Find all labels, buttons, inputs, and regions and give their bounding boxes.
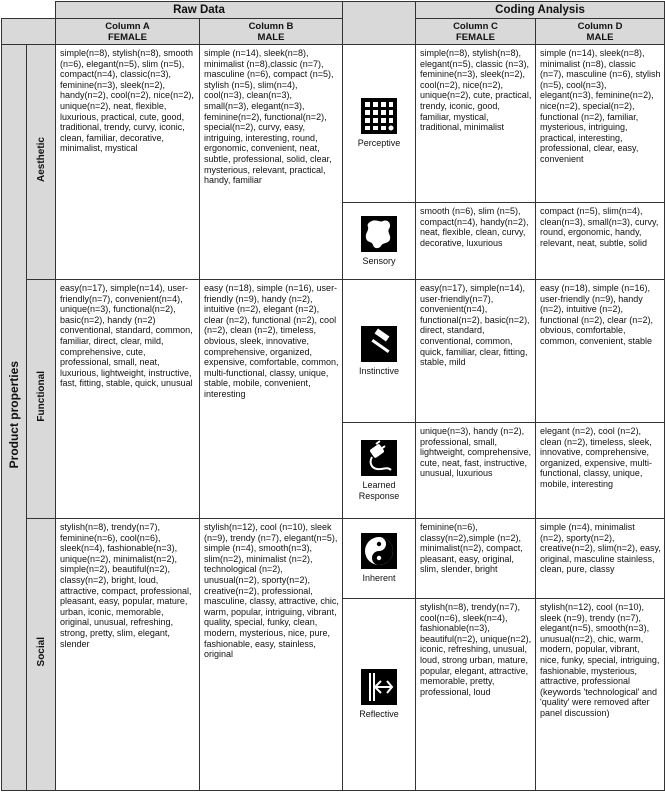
inherent-col-c: feminine(n=6), classy(n=2),simple (n=2), minimalist(n=2), compact, pleasant, easy, original, slim, slender, bright [416,519,536,599]
col-d-title: Column D [577,20,623,32]
aesthetic-col-a: simple(n=8), stylish(n=8), smooth (n=6), elegant(n=5), slim (n=5), compact(n=4), classic(n=3), feminine(n=3), sleek(n=2), handy(n=2), cool(n=2), nice(n=2), unique(n=2), neat, flexible, luxurious, practical, cute, good, traditional, trendy, curvy, iconic, clean, familiar, decorative, minimalist, mystical [56,45,200,280]
instinctive-label: Instinctive [358,365,400,376]
perceptive-label: Perceptive [357,138,401,148]
functional-col-b: easy (n=18), simple (n=16), user-friendly (n=9), handy (n=2), intuitive (n=2), elegant (n=2), clear (n=2), functional (n=2), cool (n=2), clean (n=2), timeless, obvious, sleek, innovative, comprehensive, organized, expensive, comfortable, common, multi-functional, classy, unique, stable, mobile, convenient, interesting [200,280,343,519]
reflective-icon-cell [343,599,416,791]
social-label-cell [27,519,56,791]
aesthetic-label-cell [27,45,56,280]
learned-col-d: elegant (n=2), cool (n=2), clean (n=2), timeless, sleek, innovative, comprehensive, organized, expensive, multi-functional, classy, unique, mobile, interesting [536,423,665,519]
corner-sub [2,19,56,45]
col-d-sub: MALE [586,31,614,43]
inherent-col-d: simple (n=4), minimalist (n=2), sporty(n=2), creative(n=2), slim(n=2), easy, original, masculine stainless, clean, pure, classy [536,519,665,599]
yin-yang-icon [361,533,397,569]
sensory-col-c: smooth (n=6), slim (n=5), compact(n=4), handy(n=2), neat, flexible, clean, curvy, decorative, luxurious [416,203,536,280]
col-c-sub: FEMALE [455,31,496,43]
col-a-title: Column A [105,20,150,32]
aesthetic-label: Aesthetic [35,136,47,182]
functional-label-cell [27,280,56,519]
col-a-sub: FEMALE [107,31,148,43]
raw-data-header: Raw Data [56,2,343,19]
social-label: Social [35,637,47,667]
reflective-col-d: stylish(n=12), cool (n=10), sleek (n=9), trendy (n=7), elegant(n=5), smooth(n=3), unusual(n=2), chic, warm, modern, popular, vibrant, nice, funky, special, intriguing, fashionable, mysterious, attractive, professional (keywords 'technological' and 'quality' were removed after panel discussion) [536,599,665,791]
col-b-header [200,19,343,45]
coding-analysis-header: Coding Analysis [416,2,665,19]
col-b-sub: MALE [257,31,285,43]
sensory-icon-cell [343,203,416,280]
learned-label: Learned Response [358,479,400,501]
sensory-col-d: compact (n=5), slim(n=4), clean(n=3), small(n=3), curvy, round, ergonomic, handy, relevant, neat, subtle, solid [536,203,665,280]
row-group-label-cell [2,45,27,791]
col-d-header [536,19,665,45]
col-c-header [416,19,536,45]
learned-col-c: unique(n=3), handy (n=2), professional, small, lightweight, comprehensive, cute, neat, fast, instructive, unusual, luxurious [416,423,536,519]
instinctive-col-d: easy (n=18), simple (n=16), user-friendly (n=9), handy (n=2), intuitive (n=2), functional (n=2), clear (n=2), obvious, comfortable, common, convenient, stable [536,280,665,423]
hammer-icon [361,326,397,362]
mirror-arrow-icon [361,669,397,705]
functional-label: Functional [35,371,47,422]
coding-spacer [343,2,416,45]
plug-icon [361,440,397,476]
col-a-header [56,19,200,45]
perceptive-col-d: simple (n=14), sleek(n=8), minimalist (n=8), classic (n=7), masculine (n=6), stylish (n=5), cool(n=3), elegant(n=3), feminine(n=2), nice(n=2), special(n=2), functional (n=2), familiar, mysterious, intriguing, practical, interesting, professional, clear, easy, convenient [536,45,665,203]
col-c-title: Column C [453,20,498,32]
perceptive-icon-cell [343,45,416,203]
sensory-label: Sensory [362,255,396,266]
reflective-label: Reflective [359,709,399,719]
product-properties-label: Product properties [7,361,21,469]
learned-icon-cell [343,423,416,519]
instinctive-col-c: easy(n=17), simple(n=14), user-friendly(n=7), convenient(n=4), functional(n=2), basic(n=2), direct, standard, conventional, common, quick, familiar, clear, fitting, stable, mild [416,280,536,423]
instinctive-icon-cell [343,280,416,423]
blob-icon [361,216,397,252]
reflective-col-c: stylish(n=8), trendy(n=7), cool(n=6), sleek(n=4), fashionable(n=3), beautiful(n=2), unique(n=2), iconic, refreshing, unusual, loud, strong urban, mature, popular, elegant, attractive, memorable, pretty, professional, loud [416,599,536,791]
social-col-b: stylish(n=12), cool (n=10), sleek (n=9), trendy (n=7), elegant(n=5), simple (n=4), smooth(n=3), slim(n=2), minimalist (n=2), technological (n=2), unusual(n=2), sporty(n=2), creative(n=2), professional, masculine, classy, attractive, chic, warm, popular, intriguing, vibrant, quality, special, funky, clean, modern, mysterious, nice, pure, fashionable, easy, stainless, original [200,519,343,791]
col-b-title: Column B [248,20,294,32]
grid-icon [361,98,397,134]
social-col-a: stylish(n=8), trendy(n=7), feminine(n=6), cool(n=6), sleek(n=4), fashionable(n=3), unique(n=2), minimalist(n=2), simple(n=2), beautiful(n=2), classy(n=2), bright, loud, attractive, compact, professional, pleasant, easy, popular, mature, urban, iconic, memorable, original, unusual, refreshing, strong, pretty, slim, elegant, slender [56,519,200,791]
perceptive-col-c: simple(n=8), stylish(n=8), elegant(n=5), classic (n=3), feminine(n=3), sleek(n=2), cool(n=2), nice(n=2), unique(n=2), cute, practical, trendy, iconic, good, familiar, mystical, traditional, minimalist [416,45,536,203]
aesthetic-col-b: simple (n=14), sleek(n=8), minimalist (n=8),classic (n=7), masculine (n=6), compact (n=5), stylish (n=5), slim(n=4), cool(n=3), clean(n=3), small(n=3), elegant(n=3), feminine(n=2), functional(n=2), special(n=2), curvy, easy, intriguing, interesting, round, ergonomic, convenient, neat, subtle, professional, solid, clear, mysterious, relevant, practical, handy, familiar [200,45,343,280]
inherent-label: Inherent [362,573,396,583]
corner-blank [2,2,56,19]
functional-col-a: easy(n=17), simple(n=14), user-friendly(n=7), convenient(n=4), unique(n=3), functional(n=2), basic(n=2), handy (n=2) conventional, standard, common, familiar, direct, clear, mild, comprehensive, cute, professional, small, neat, luxurious, lightweight, instructive, fast, fitting, stable, quick, unusual [56,280,200,519]
inherent-icon-cell [343,519,416,599]
properties-table [1,1,665,791]
